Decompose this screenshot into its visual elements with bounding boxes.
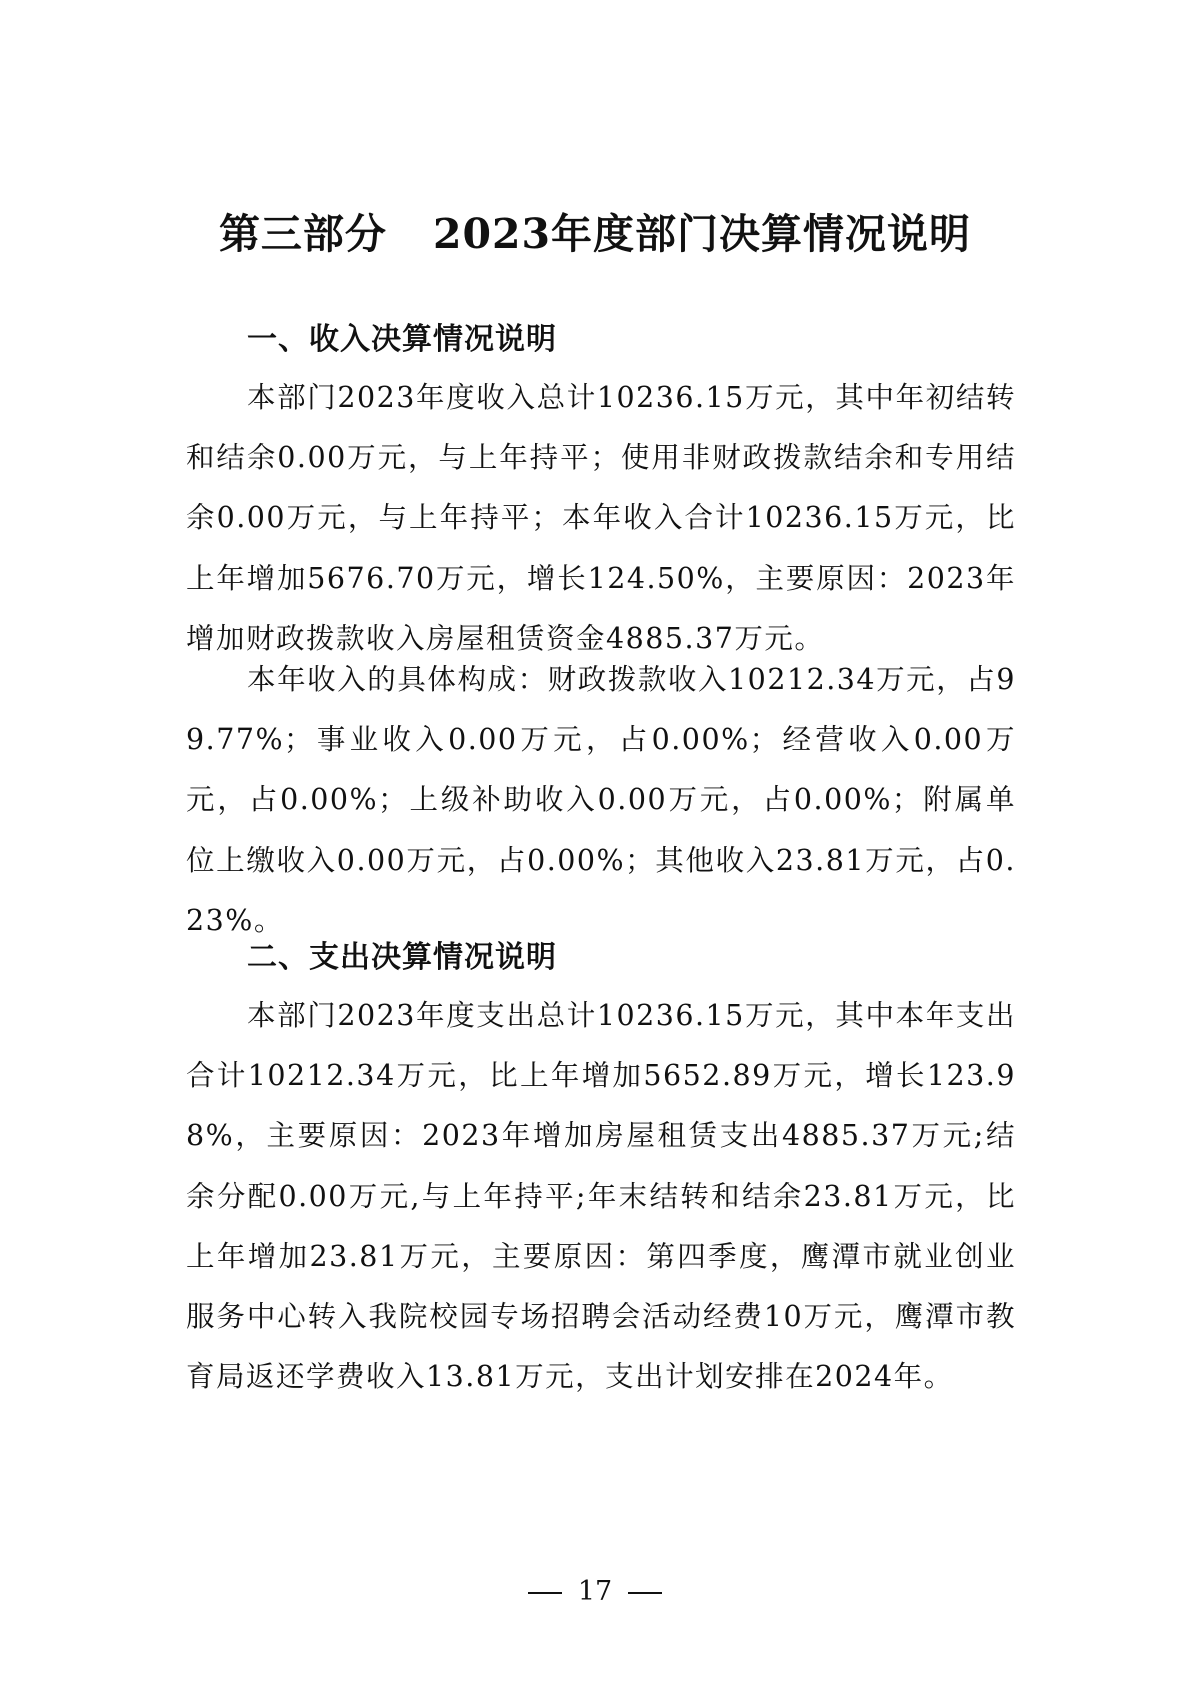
paragraph-income-composition: 本年收入的具体构成：财政拨款收入10212.34万元，占99.77%；事业收入0.00万元，占0.00%；经营收入0.00万元，占0.00%；上级补助收入0.00万元，占0.00%；附属单位上缴收入0.00万元，占0.00%；其他收入23.81万元，占0.23%。 <box>186 663 1016 937</box>
page-footer <box>0 1574 1190 1610</box>
page-number: 17 <box>577 1576 613 1607</box>
footer-dash-left <box>528 1592 562 1594</box>
section-heading-expenditure: 二、支出决算情况说明 <box>247 940 557 975</box>
title-main-text: 2023年度部门决算情况说明 <box>432 210 972 258</box>
title-part-label: 第三部分 <box>218 210 387 258</box>
paragraph-expenditure-total: 本部门2023年度支出总计10236.15万元，其中本年支出合计10212.34万元，比上年增加5652.89万元，增长123.98%，主要原因：2023年增加房屋租赁支出4885.37万元;结余分配0.00万元,与上年持平;年末结转和结余23.81万元，比上年增加23.81万元，主要原因：第四季度，鹰潭市就业创业服务中心转入我院校园专场招聘会活动经费10万元，鹰潭市教育局返还学费收入13.81万元，支出计划安排在2024年。 <box>186 999 1016 1394</box>
footer-dash-right <box>628 1592 662 1594</box>
page-title <box>0 206 1190 262</box>
paragraph-income-total: 本部门2023年度收入总计10236.15万元，其中年初结转和结余0.00万元，与上年持平；使用非财政拨款结余和专用结余0.00万元，与上年持平；本年收入合计10236.15万元，比上年增加5676.70万元，增长124.50%，主要原因：2023年增加财政拨款收入房屋租赁资金4885.37万元。 <box>186 381 1016 655</box>
section-heading-income: 一、收入决算情况说明 <box>247 322 557 357</box>
